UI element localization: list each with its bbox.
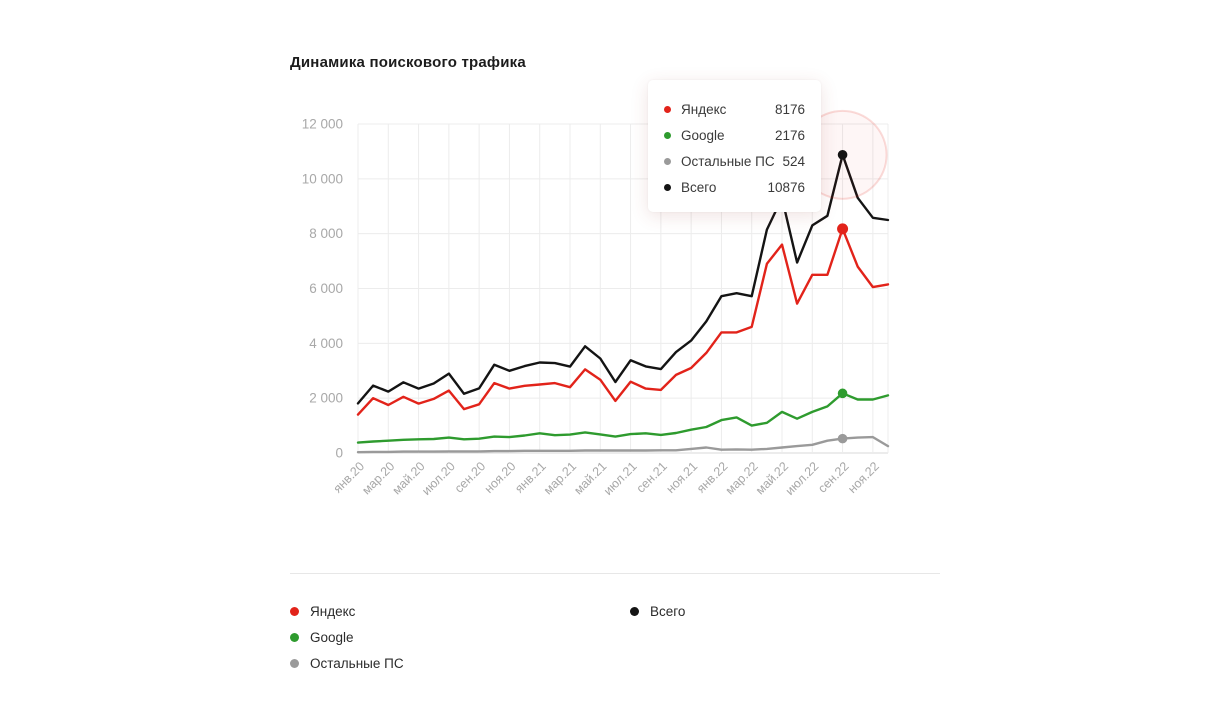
x-axis-tick-label: май.21 — [571, 459, 610, 498]
yandex-legend-dot-icon — [290, 607, 299, 616]
total-legend-dot-icon — [630, 607, 639, 616]
x-axis-tick-label: мар.21 — [541, 459, 580, 498]
legend-item-label: Остальные ПС — [310, 655, 404, 671]
x-axis-tick-label: янв.20 — [330, 459, 368, 496]
tooltip-series-label: Google — [681, 127, 725, 143]
tooltip-series-value: 524 — [782, 153, 805, 169]
y-axis-tick-label: 4 000 — [309, 335, 343, 351]
y-axis-tick-label: 10 000 — [301, 171, 343, 187]
x-axis-tick-label: янв.22 — [693, 459, 731, 496]
legend-column — [630, 604, 685, 682]
tooltip-series-label: Яндекс — [681, 101, 727, 117]
x-axis-tick-label: июл.20 — [419, 459, 458, 498]
x-axis-tick-label: ноя.21 — [663, 459, 701, 497]
x-axis-tick-label: мар.20 — [359, 459, 398, 498]
chart-tooltip — [648, 80, 821, 212]
x-axis-tick-label: мар.22 — [722, 459, 761, 498]
others-legend-dot-icon — [290, 659, 299, 668]
x-axis-tick-label: июл.22 — [782, 459, 822, 498]
legend-item-others[interactable] — [290, 656, 630, 670]
x-axis-tick-label: май.22 — [753, 459, 792, 498]
tooltip-row — [664, 174, 805, 200]
x-axis-tick-label: май.20 — [389, 459, 428, 498]
google-series-dot-icon — [664, 132, 671, 139]
others-series-dot-icon — [664, 158, 671, 165]
series-line-1 — [358, 393, 888, 442]
chart-title: Динамика поискового трафика — [290, 54, 526, 71]
tooltip-row — [664, 122, 805, 148]
x-axis-tick-label: сен.22 — [815, 459, 852, 496]
tooltip-series-value: 8176 — [774, 101, 805, 117]
tooltip-row — [664, 148, 805, 174]
x-axis-tick-label: ноя.22 — [845, 459, 882, 497]
chart-legend — [290, 573, 940, 682]
legend-column — [290, 604, 630, 682]
total-series-dot-icon — [664, 184, 671, 191]
x-axis-tick-label: сен.21 — [633, 459, 670, 496]
x-axis-tick-label: сен.20 — [451, 459, 489, 496]
y-axis-tick-label: 12 000 — [301, 116, 343, 132]
legend-item-label: Всего — [650, 603, 686, 619]
highlight-point-0 — [837, 223, 848, 234]
legend-item-total[interactable] — [630, 604, 685, 618]
tooltip-series-label: Всего — [681, 179, 717, 195]
highlight-point-3 — [838, 150, 848, 160]
y-axis-tick-label: 2 000 — [309, 390, 343, 406]
legend-item-label: Google — [310, 629, 354, 645]
x-axis-tick-label: янв.21 — [512, 459, 549, 496]
tooltip-series-value: 10876 — [767, 179, 805, 195]
y-axis-tick-label: 6 000 — [309, 281, 343, 296]
legend-item-yandex[interactable] — [290, 604, 630, 618]
x-axis-tick-label: июл.21 — [600, 459, 640, 498]
google-legend-dot-icon — [290, 633, 299, 642]
legend-item-label: Яндекс — [310, 603, 356, 619]
x-axis-tick-label: ноя.20 — [481, 459, 519, 497]
series-line-0 — [358, 229, 888, 415]
yandex-series-dot-icon — [664, 106, 671, 113]
tooltip-series-value: 2176 — [774, 127, 805, 143]
highlight-point-2 — [838, 434, 848, 444]
y-axis-tick-label: 0 — [335, 445, 343, 461]
tooltip-series-label: Остальные ПС — [681, 153, 775, 169]
highlight-point-1 — [838, 389, 848, 399]
legend-item-google[interactable] — [290, 630, 630, 644]
tooltip-row — [664, 96, 805, 122]
y-axis-tick-label: 8 000 — [309, 226, 343, 242]
